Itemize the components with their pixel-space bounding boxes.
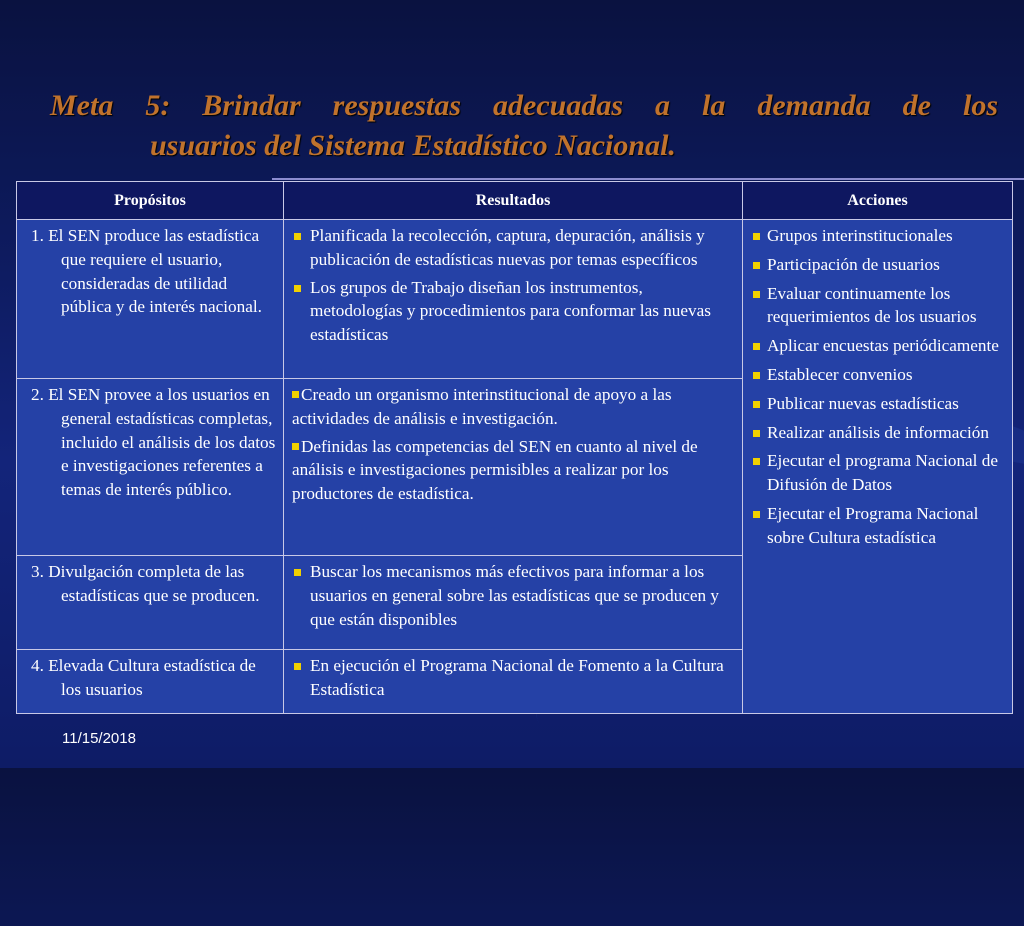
list-item: Evaluar continuamente los requerimientos de los usuarios: [751, 282, 1006, 330]
slide-date: 11/15/2018: [62, 730, 136, 747]
header-acciones: Acciones: [743, 182, 1013, 220]
list-item: Realizar análisis de información: [751, 421, 1006, 445]
list-item: Ejecutar el Programa Nacional sobre Cultura estadística: [751, 502, 1006, 550]
proposito-cell: 2. El SEN provee a los usuarios en general estadísticas completas, incluido el análisis de los datos e investigaciones referentes a temas de interés público.: [17, 379, 284, 556]
list-item: En ejecución el Programa Nacional de Fomento a la Cultura Estadística: [292, 654, 736, 702]
list-item: Planificada la recolección, captura, depuración, análisis y publicación de estadísticas nuevas por temas específicos: [292, 224, 736, 272]
acciones-cell: [743, 220, 1013, 714]
title-divider: [272, 178, 1024, 180]
table-header-row: [17, 182, 1013, 220]
list-item: Aplicar encuestas periódicamente: [751, 334, 1006, 358]
table-row: [17, 220, 1013, 379]
list-item: Establecer convenios: [751, 363, 1006, 387]
title-line-2: usuarios del Sistema Estadístico Nacional.: [150, 129, 676, 162]
list-item: Participación de usuarios: [751, 253, 1006, 277]
resultados-cell: [284, 220, 743, 379]
resultados-cell: [284, 379, 743, 556]
list-item: Los grupos de Trabajo diseñan los instrumentos, metodologías y procedimientos para conformar las nuevas estadísticas: [292, 276, 736, 347]
list-item: Grupos interinstitucionales: [751, 224, 1006, 248]
bullet-icon: [292, 443, 299, 450]
title-line-1: Meta 5: Brindar respuestas adecuadas a la demanda de los: [50, 89, 998, 122]
proposito-cell: 3. Divulgación completa de las estadísticas que se producen.: [17, 556, 284, 650]
proposito-cell: 1. El SEN produce las estadística que requiere el usuario, consideradas de utilidad pública y de interés nacional.: [17, 220, 284, 379]
proposito-cell: 4. Elevada Cultura estadística de los usuarios: [17, 650, 284, 714]
list-item: Publicar nuevas estadísticas: [751, 392, 1006, 416]
list-item: Definidas las competencias del SEN en cuanto al nivel de análisis e investigaciones permisibles a realizar por los productores de estadística.: [292, 436, 698, 504]
goals-table: [16, 181, 1013, 714]
list-item: Ejecutar el programa Nacional de Difusión de Datos: [751, 449, 1006, 497]
header-propositos: Propósitos: [17, 182, 284, 220]
header-resultados: Resultados: [284, 182, 743, 220]
resultados-cell: [284, 556, 743, 650]
list-item: Creado un organismo interinstitucional de apoyo a las actividades de análisis e investigación.: [292, 385, 672, 428]
bullet-icon: [292, 391, 299, 398]
resultados-cell: [284, 650, 743, 714]
slide-title: [50, 86, 998, 166]
list-item: Buscar los mecanismos más efectivos para informar a los usuarios en general sobre las estadísticas que se producen y que están disponibles: [292, 560, 736, 631]
